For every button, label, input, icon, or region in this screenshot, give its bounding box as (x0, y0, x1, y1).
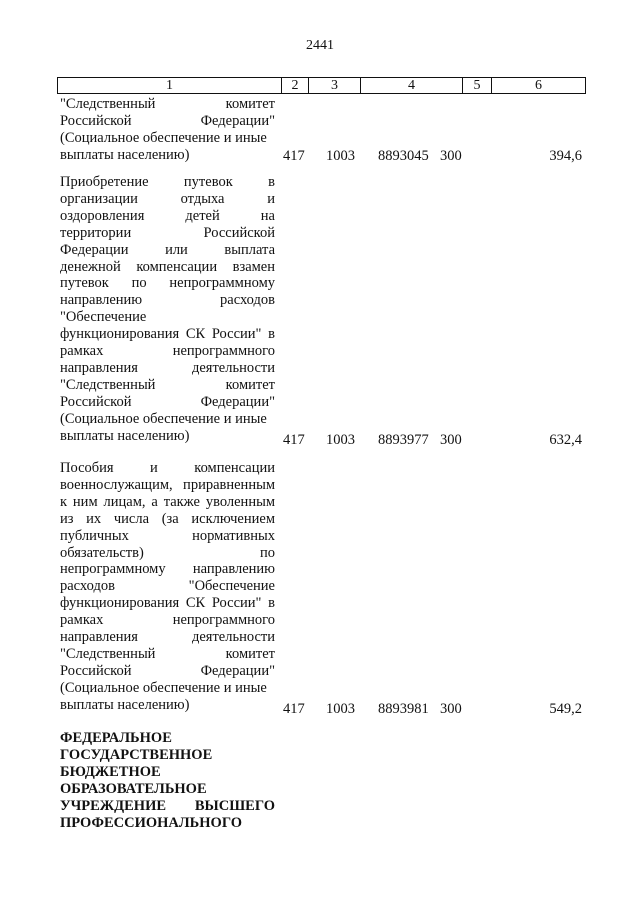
ministry-code: 417 (283, 701, 305, 717)
section-code: 1003 (326, 701, 355, 717)
amount: 549,2 (549, 701, 582, 717)
header-col-5: 5 (463, 78, 492, 93)
description-line: направлению расходов (60, 292, 275, 309)
description-line: Федерации или выплата (60, 241, 275, 258)
description-line: выплаты населению) (60, 696, 190, 713)
expense-code: 300 (440, 148, 462, 164)
expense-code: 300 (440, 701, 462, 717)
header-col-2: 2 (282, 78, 309, 93)
header-col-3: 3 (309, 78, 361, 93)
ministry-code: 417 (283, 148, 305, 164)
description-line: публичных нормативных (60, 527, 275, 544)
description-line: рамках непрограммного (60, 343, 275, 360)
heading-line: ПРОФЕССИОНАЛЬНОГО (60, 815, 242, 831)
heading-line: ГОСУДАРСТВЕННОЕ (60, 747, 213, 763)
header-col-4: 4 (361, 78, 463, 93)
row-description (60, 174, 275, 445)
target-code: 8893045 (378, 148, 429, 164)
description-line: военнослужащим, приравненным (60, 476, 275, 493)
table-header (57, 77, 586, 94)
description-line: выплаты населению) (60, 146, 190, 163)
section-code: 1003 (326, 148, 355, 164)
section-code: 1003 (326, 432, 355, 448)
description-line: Российской Федерации" (60, 393, 275, 410)
description-line: к ним лицам, а также уволенным (60, 493, 275, 510)
description-line: оздоровления детей на (60, 207, 275, 224)
description-line: выплаты населению) (60, 427, 190, 444)
target-code: 8893977 (378, 432, 429, 448)
description-line: из их числа (за исключением (60, 510, 275, 527)
description-line: денежной компенсации взамен (60, 258, 275, 275)
organization-heading (60, 730, 275, 832)
header-col-1: 1 (58, 78, 282, 93)
row-description (60, 96, 275, 164)
description-line: рамках непрограммного (60, 612, 275, 629)
description-line: непрограммному направлению (60, 561, 275, 578)
description-line: Российской Федерации" (60, 112, 275, 129)
heading-line: ФЕДЕРАЛЬНОЕ (60, 730, 172, 746)
amount: 632,4 (549, 432, 582, 448)
heading-line: БЮДЖЕТНОЕ (60, 764, 161, 780)
description-line: (Социальное обеспечение и иные (60, 679, 267, 696)
description-line: (Социальное обеспечение и иные (60, 129, 267, 146)
description-line: Приобретение путевок в (60, 174, 275, 190)
amount: 394,6 (549, 148, 582, 164)
description-line: "Следственный комитет (60, 96, 275, 112)
description-line: "Следственный комитет (60, 645, 275, 662)
description-line: направления деятельности (60, 359, 275, 376)
heading-line: УЧРЕЖДЕНИЕ ВЫСШЕГО (60, 798, 275, 814)
description-line: направления деятельности (60, 629, 275, 646)
description-line: "Обеспечение (60, 309, 147, 326)
description-line: путевок по непрограммному (60, 275, 275, 292)
description-line: организации отдыха и (60, 190, 275, 207)
header-col-6: 6 (535, 78, 542, 93)
target-code: 8893981 (378, 701, 429, 717)
expense-code: 300 (440, 432, 462, 448)
description-line: "Следственный комитет (60, 376, 275, 393)
description-line: функционирования СК России" в (60, 595, 275, 612)
description-line: Российской Федерации" (60, 662, 275, 679)
description-line: расходов "Обеспечение (60, 578, 275, 595)
description-line: обязательств) по (60, 544, 275, 561)
description-line: (Социальное обеспечение и иные (60, 410, 267, 427)
heading-line: ОБРАЗОВАТЕЛЬНОЕ (60, 781, 207, 797)
description-line: территории Российской (60, 224, 275, 241)
description-line: Пособия и компенсации (60, 460, 275, 476)
description-line: функционирования СК России" в (60, 326, 275, 343)
ministry-code: 417 (283, 432, 305, 448)
row-description (60, 460, 275, 714)
page-number: 2441 (306, 38, 334, 53)
